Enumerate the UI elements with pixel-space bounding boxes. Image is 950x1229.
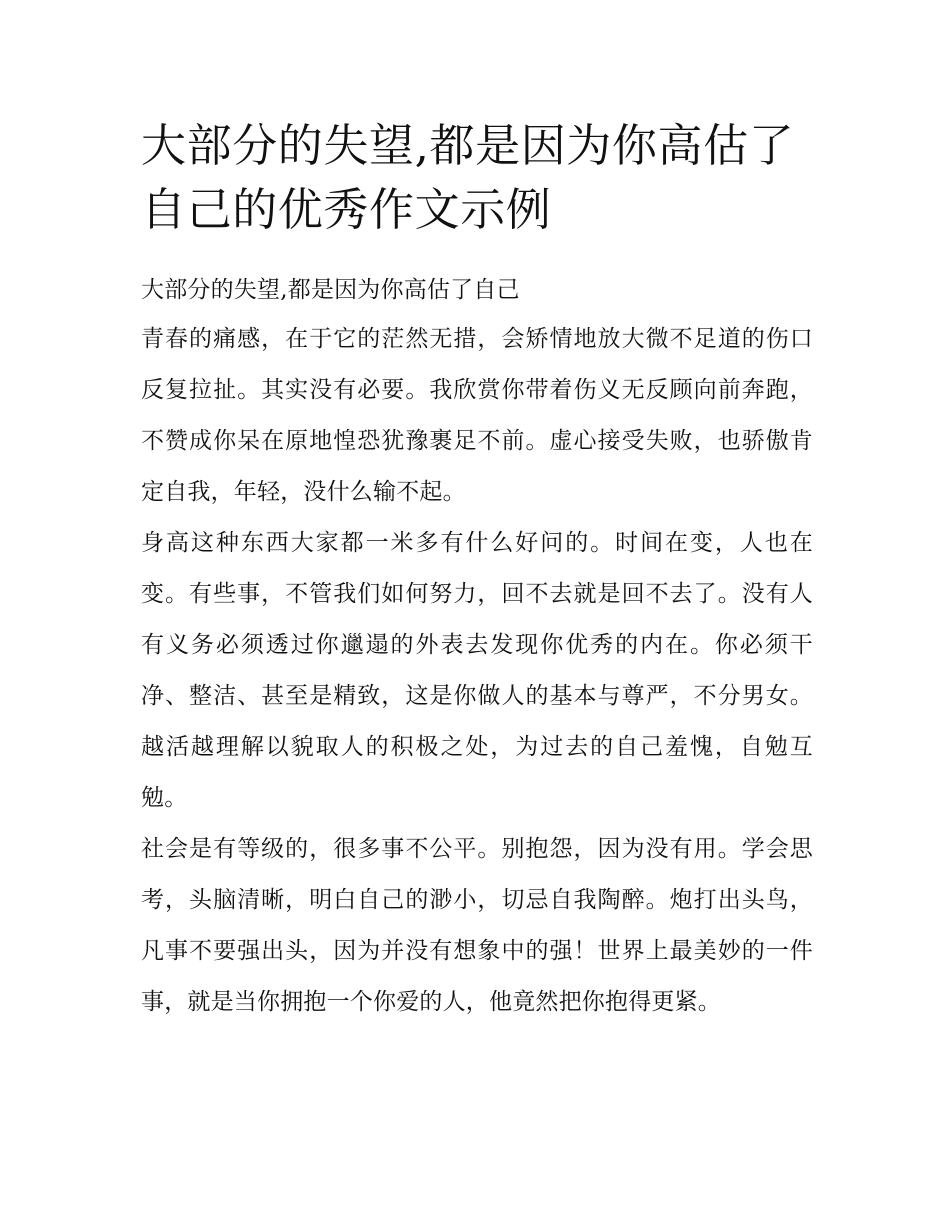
document-body — [141, 114, 813, 1028]
paragraph-3: 社会是有等级的，很多事不公平。别抱怨，因为没有用。学会思考，头脑清晰，明白自己的渺小，切忌自我陶醉。炮打出头鸟，凡事不要强出头，因为并没有想象中的强！世界上最美妙的一件事，就是当你拥抱一个你爱的人，他竟然把你抱得更紧。 — [141, 836, 813, 1015]
document-title: 大部分的失望,都是因为你高估了自己的优秀作文示例 — [141, 119, 795, 236]
document-subtitle: 大部分的失望,都是因为你高估了自己 — [141, 277, 520, 303]
paragraph-1: 青春的痛感，在于它的茫然无措，会矫情地放大微不足道的伤口反复拉扯。其实没有必要。我欣赏你带着伤义无反顾向前奔跑，不赞成你呆在原地惶恐犹豫裹足不前。虚心接受失败，也骄傲肯定自我，年轻，没什么输不起。 — [141, 326, 813, 505]
paragraph-2: 身高这种东西大家都一米多有什么好问的。时间在变，人也在变。有些事，不管我们如何努力，回不去就是回不去了。没有人有义务必须透过你邋遢的外表去发现你优秀的内在。你必须干净、整洁、甚至是精致，这是你做人的基本与尊严，不分男女。越活越理解以貌取人的积极之处，为过去的自己羞愧，自勉互勉。 — [141, 530, 813, 811]
